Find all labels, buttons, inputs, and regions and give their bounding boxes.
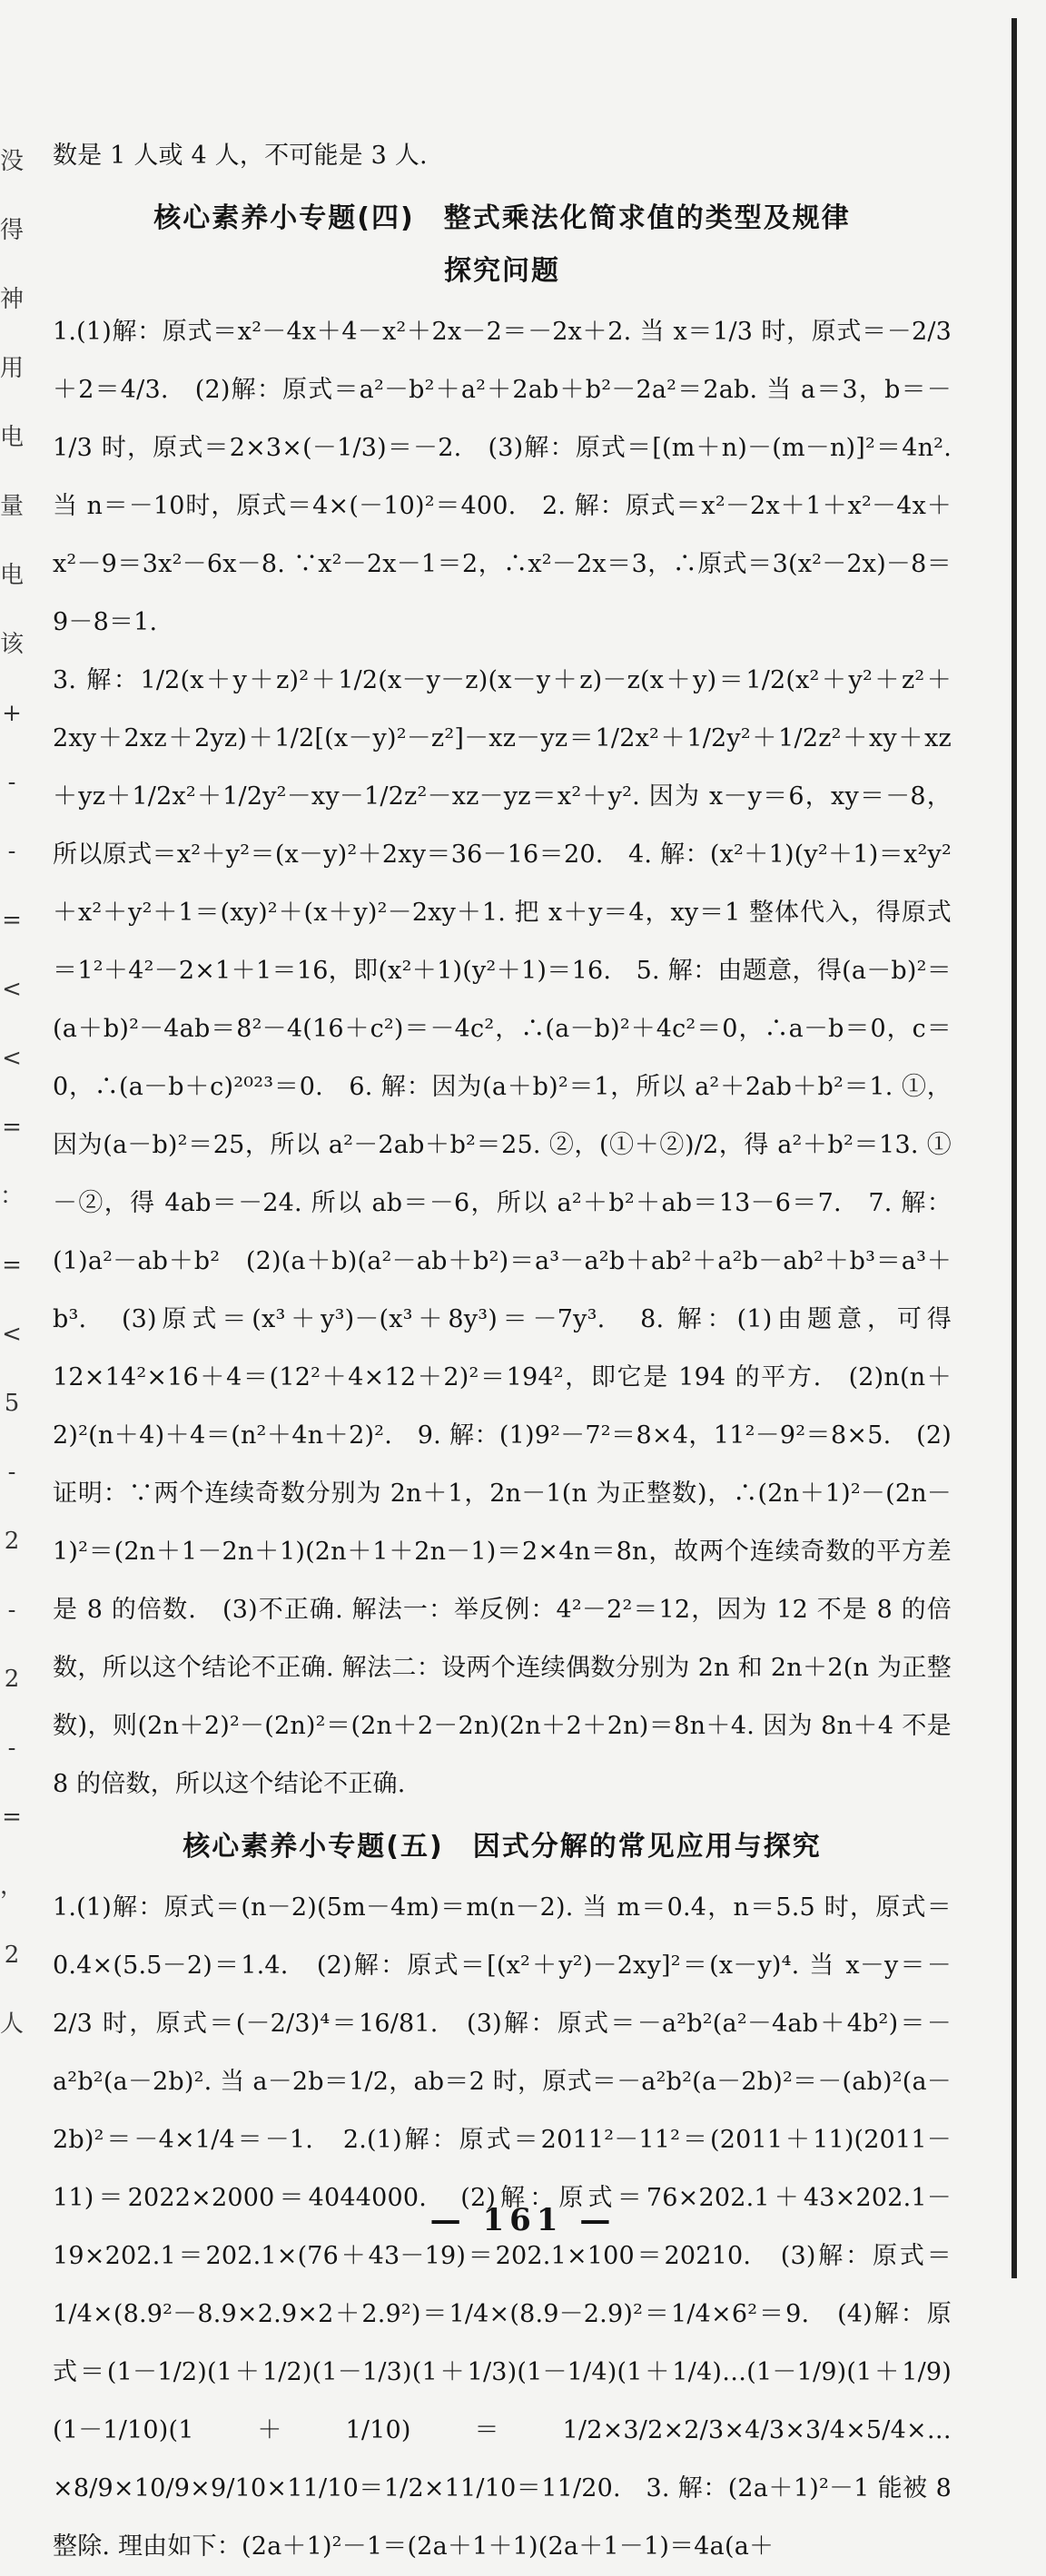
margin-fragment: + [2,700,22,727]
margin-fragment: - [7,769,16,796]
margin-fragment: < [2,1321,22,1348]
margin-fragment: 5 [4,1390,20,1417]
margin-fragment: 量 [0,493,24,520]
margin-fragment: 电 [0,562,24,589]
binding-line [1011,18,1017,2278]
section-4-title-line2: 探究问题 [444,255,560,287]
margin-fragment: 得 [0,217,24,244]
section-4-title-line1: 核心素养小专题(四) 整式乘法化简求值的类型及规律 [153,202,851,234]
margin-fragment: ： [0,1183,24,1210]
margin-fragment: 该 [0,631,24,658]
margin-fragment: = [2,1804,22,1831]
margin-fragment: 没 [0,148,24,175]
section-5-title: 核心素养小专题(五) 因式分解的常见应用与探究 [183,1831,822,1863]
margin-fragment: < [2,1045,22,1072]
margin-fragment: 人 [0,2011,24,2038]
margin-fragment: < [2,976,22,1003]
margin-fragment: - [7,1597,16,1624]
margin-fragment: 电 [0,424,24,451]
margin-fragment: 2 [4,1942,20,1969]
section-4-paragraph: 3. 解：1/2(x＋y＋z)²＋1/2(x－y－z)(x－y＋z)－z(x＋y)＝1/2(x²＋y²＋z²＋2xy＋2xz＋2yz)＋1/2[(x－y)²－z²]－xz－yz＝1/2x²＋1/2y²＋1/2z²＋xy＋xz＋yz＋1/2x²＋1/2y²－xy－1/2z²－xz－yz＝x²＋y². 因为 x－y＝6，xy＝－8，所以原式＝x²＋y²＝(x－y)²＋2xy＝36－16＝20. 4. 解：(x²＋1)(y²＋1)＝x²y²＋x²＋y²＋1＝(xy)²＋(x＋y)²－2xy＋1. 把 x＋y＝4，xy＝1 整体代入，得原式＝1²＋4²－2×1＋1＝16，即(x²＋1)(y²＋1)＝16. 5. 解：由题意，得(a－b)²＝(a＋b)²－4ab＝8²－4(16＋c²)＝－4c²，∴(a－b)²＋4c²＝0，∴a－b＝0，c＝0，∴(a－b＋c)²⁰²³＝0. 6. 解：因为(a＋b)²＝1，所以 a²＋2ab＋b²＝1. ①，因为(a－b)²＝25，所以 a²－2ab＋b²＝25. ②，(①＋②)/2，得 a²＋b²＝13. ①－②，得 4ab＝－24. 所以 ab＝－6，所以 a²＋b²＋ab＝13－6＝7. 7. 解：(1)a²－ab＋b² (2)(a＋b)(a²－ab＋b²)＝a³－a²b＋ab²＋a²b－ab²＋b³＝a³＋b³. (3)原式＝(x³＋y³)－(x³＋8y³)＝－7y³. 8. 解：(1)由题意，可得 12×14²×16＋4＝(12²＋4×12＋2)²＝194²，即它是 194 的平方. (2)n(n＋2)²(n＋4)＋4＝(n²＋4n＋2)². 9. 解：(1)9²－7²＝8×4，11²－9²＝8×5. (2)证明：∵两个连续奇数分别为 2n＋1，2n－1(n 为正整数)，∴(2n＋1)²－(2n－1)²＝(2n＋1－2n＋1)(2n＋1＋2n－1)＝2×4n＝8n，故两个连续奇数的平方差是 8 的倍数. (3)不正确. 解法一：举反例：4²－2²＝12，因为 12 不是 8 的倍数，所以这个结论不正确. 解法二：设两个连续偶数分别为 2n 和 2n＋2(n 为正整数)，则(2n＋2)²－(2n)²＝(2n＋2－2n)(2n＋2＋2n)＝8n＋4. 因为 8n＋4 不是 8 的倍数，所以这个结论不正确. [53,666,952,1798]
intro-line: 数是 1 人或 4 人，不可能是 3 人. [53,142,428,170]
page-number: — 161 — [429,2202,617,2238]
margin-fragment: - [7,1735,16,1762]
margin-fragment: - [7,838,16,865]
margin-fragment: 2 [4,1528,20,1555]
margin-fragment: = [2,1114,22,1141]
margin-fragment: = [2,907,22,934]
section-5-paragraph: 1.(1)解：原式＝(n－2)(5m－4m)＝m(n－2). 当 m＝0.4，n＝5.5 时，原式＝0.4×(5.5－2)＝1.4. (2)解：原式＝[(x²＋y²)－2xy]²＝(x－y)⁴. 当 x－y＝－2/3 时，原式＝(－2/3)⁴＝16/81. (3)解：原式＝－a²b²(a²－4ab＋4b²)＝－a²b²(a－2b)². 当 a－2b＝1/2，ab＝2 时，原式＝－a²b²(a－2b)²＝－(ab)²(a－2b)²＝－4×1/4＝－1. 2.(1)解：原式＝2011²－11²＝(2011＋11)(2011－11)＝2022×2000＝4044000. (2)解：原式＝76×202.1＋43×202.1－19×202.1＝202.1×(76＋43－19)＝202.1×100＝20210. (3)解：原式＝1/4×(8.9²－8.9×2.9×2＋2.9²)＝1/4×(8.9－2.9)²＝1/4×6²＝9. (4)解：原式＝(1－1/2)(1＋1/2)(1－1/3)(1＋1/3)(1－1/4)(1＋1/4)…(1－1/9)(1＋1/9)(1－1/10)(1＋1/10)＝1/2×3/2×2/3×4/3×3/4×5/4×…×8/9×10/9×9/10×11/10＝1/2×11/10＝11/20. 3. 解：(2a＋1)²－1 能被 8 整除. 理由如下：(2a＋1)²－1＝(2a＋1＋1)(2a＋1－1)＝4a(a＋ [53,1893,952,2561]
margin-fragment: 用 [0,355,24,382]
margin-fragment: 神 [0,286,24,313]
margin-fragment: = [2,1252,22,1279]
section-4-paragraph: 1.(1)解：原式＝x²－4x＋4－x²＋2x－2＝－2x＋2. 当 x＝1/3 时，原式＝－2/3＋2＝4/3. (2)解：原式＝a²－b²＋a²＋2ab＋b²－2a²＝2ab. 当 a＝3，b＝－1/3 时，原式＝2×3×(－1/3)＝－2. (3)解：原式＝[(m＋n)－(m－n)]²＝4n². 当 n＝－10时，原式＝4×(－10)²＝400. 2. 解：原式＝x²－2x＋1＋x²－4x＋x²－9＝3x²－6x－8. ∵x²－2x－1＝2，∴x²－2x＝3，∴原式＝3(x²－2x)－8＝9－8＝1. [53,318,952,636]
margin-fragment: - [7,1459,16,1486]
margin-fragment: ， [0,1873,24,1900]
section-4-title [53,192,952,298]
margin-fragment: 2 [4,1666,20,1693]
left-margin-fragments [0,127,24,2215]
